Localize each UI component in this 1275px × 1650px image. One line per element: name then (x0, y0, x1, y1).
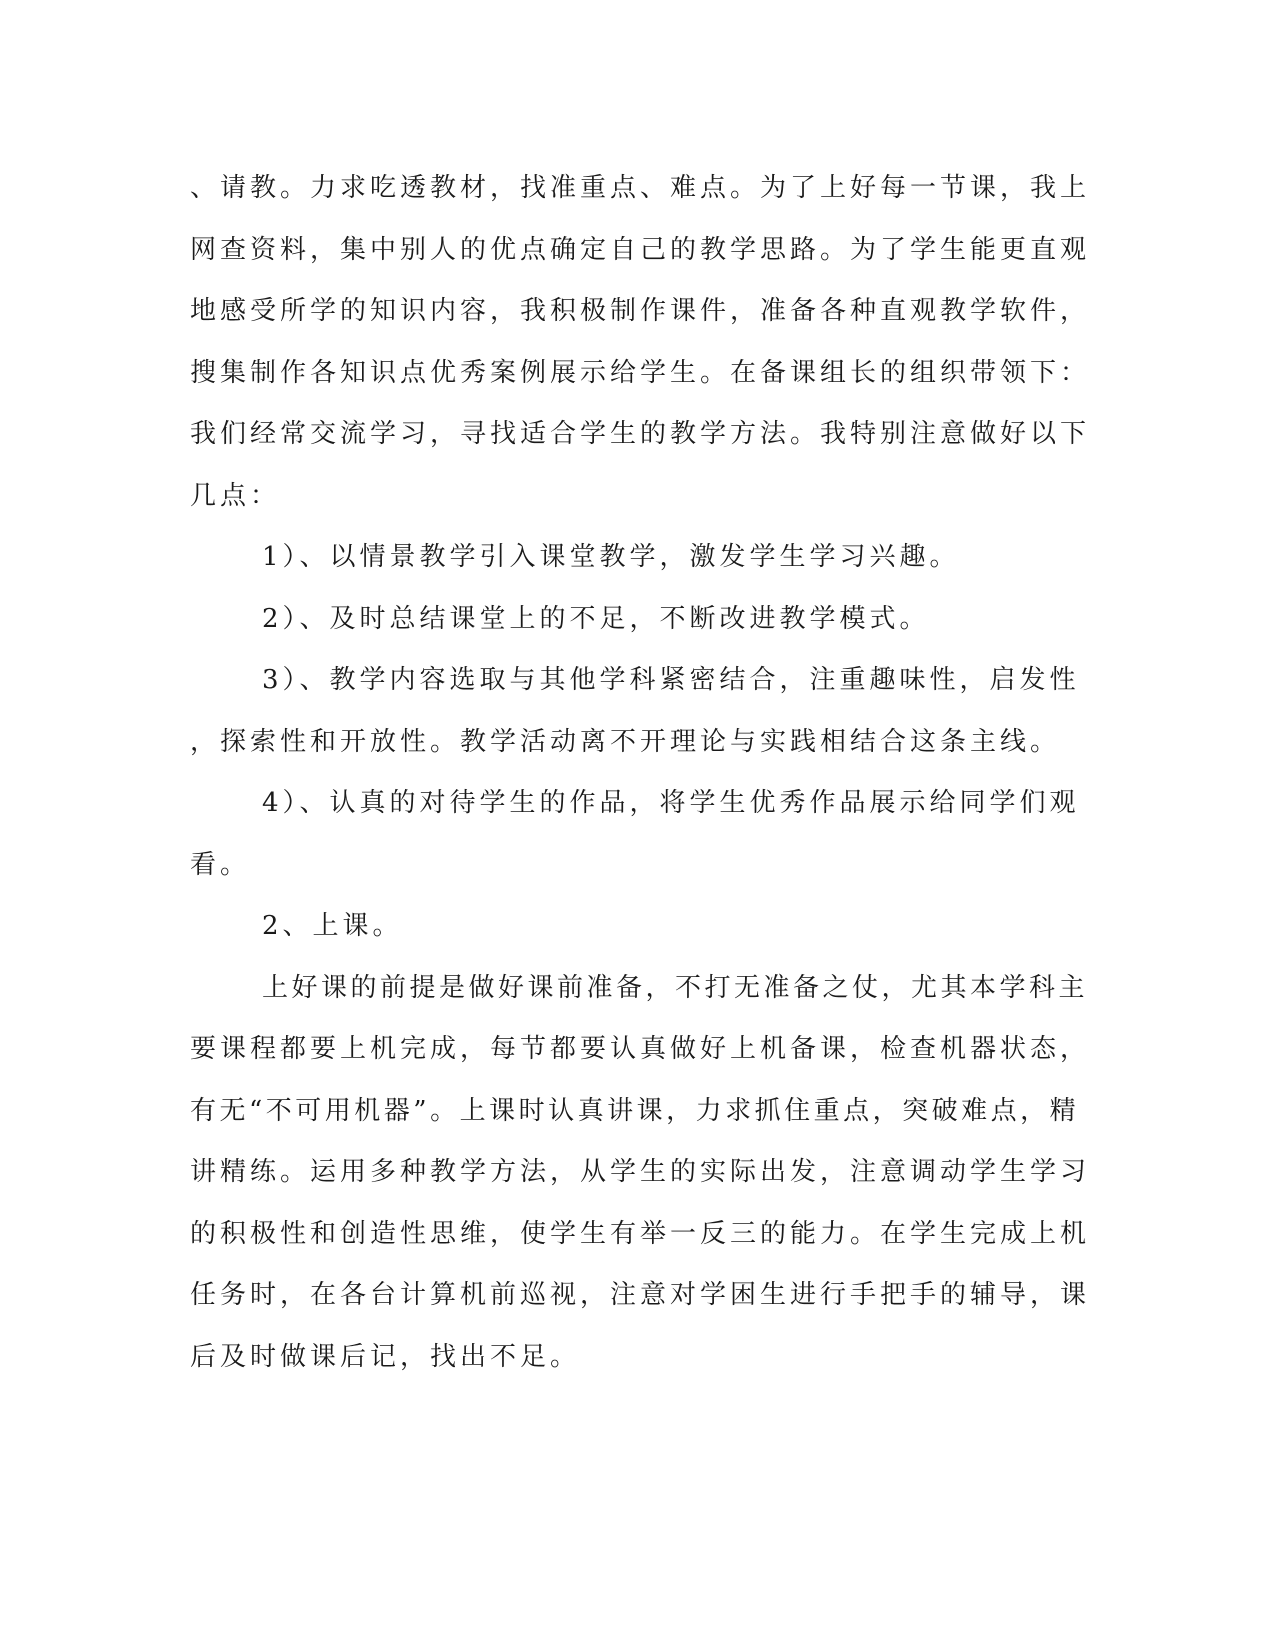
text-line: 有无“不可用机器”。上课时认真讲课，力求抓住重点，突破难点，精 (190, 1095, 1080, 1126)
paragraph-start: 上好课的前提是做好课前准备，不打无准备之仗，尤其本学科主 (262, 972, 1089, 1003)
document-body (190, 158, 1090, 1388)
text-line: 的积极性和创造性思维，使学生有举一反三的能力。在学生完成上机 (190, 1218, 1091, 1249)
text-line: 搜集制作各知识点优秀案例展示给学生。在备课组长的组织带领下： (190, 357, 1091, 388)
text-line: 任务时，在各台计算机前巡视，注意对学困生进行手把手的辅导，课 (190, 1280, 1091, 1310)
text-line: 讲精练。运用多种教学方法，从学生的实际出发，注意调动学生学习 (190, 1157, 1091, 1187)
section-heading: 2、上课。 (262, 911, 403, 941)
text-line: 网查资料，集中别人的优点确定自己的教学思路。为了学生能更直观 (190, 234, 1091, 265)
list-item-4: 4）、认真的对待学生的作品，将学生优秀作品展示给同学们观 (262, 788, 1080, 818)
text-line: ，探索性和开放性。教学活动离不开理论与实践相结合这条主线。 (190, 726, 1061, 757)
list-item-2: 2）、及时总结课堂上的不足，不断改进教学模式。 (262, 603, 930, 634)
text-line: 、请教。力求吃透教材，找准重点、难点。为了上好每一节课，我上 (190, 173, 1091, 203)
text-line: 看。 (190, 849, 251, 880)
list-item-3: 3）、教学内容选取与其他学科紧密结合，注重趣味性，启发性 (262, 665, 1080, 695)
text-line: 地感受所学的知识内容，我积极制作课件，准备各种直观教学软件， (190, 296, 1091, 326)
text-line: 几点： (190, 480, 281, 511)
text-line: 要课程都要上机完成，每节都要认真做好上机备课，检查机器状态， (190, 1034, 1091, 1064)
text-line: 后及时做课后记，找出不足。 (190, 1341, 581, 1372)
list-item-1: 1）、以情景教学引入课堂教学，激发学生学习兴趣。 (262, 542, 960, 572)
text-line: 我们经常交流学习，寻找适合学生的教学方法。我特别注意做好以下 (190, 419, 1091, 449)
